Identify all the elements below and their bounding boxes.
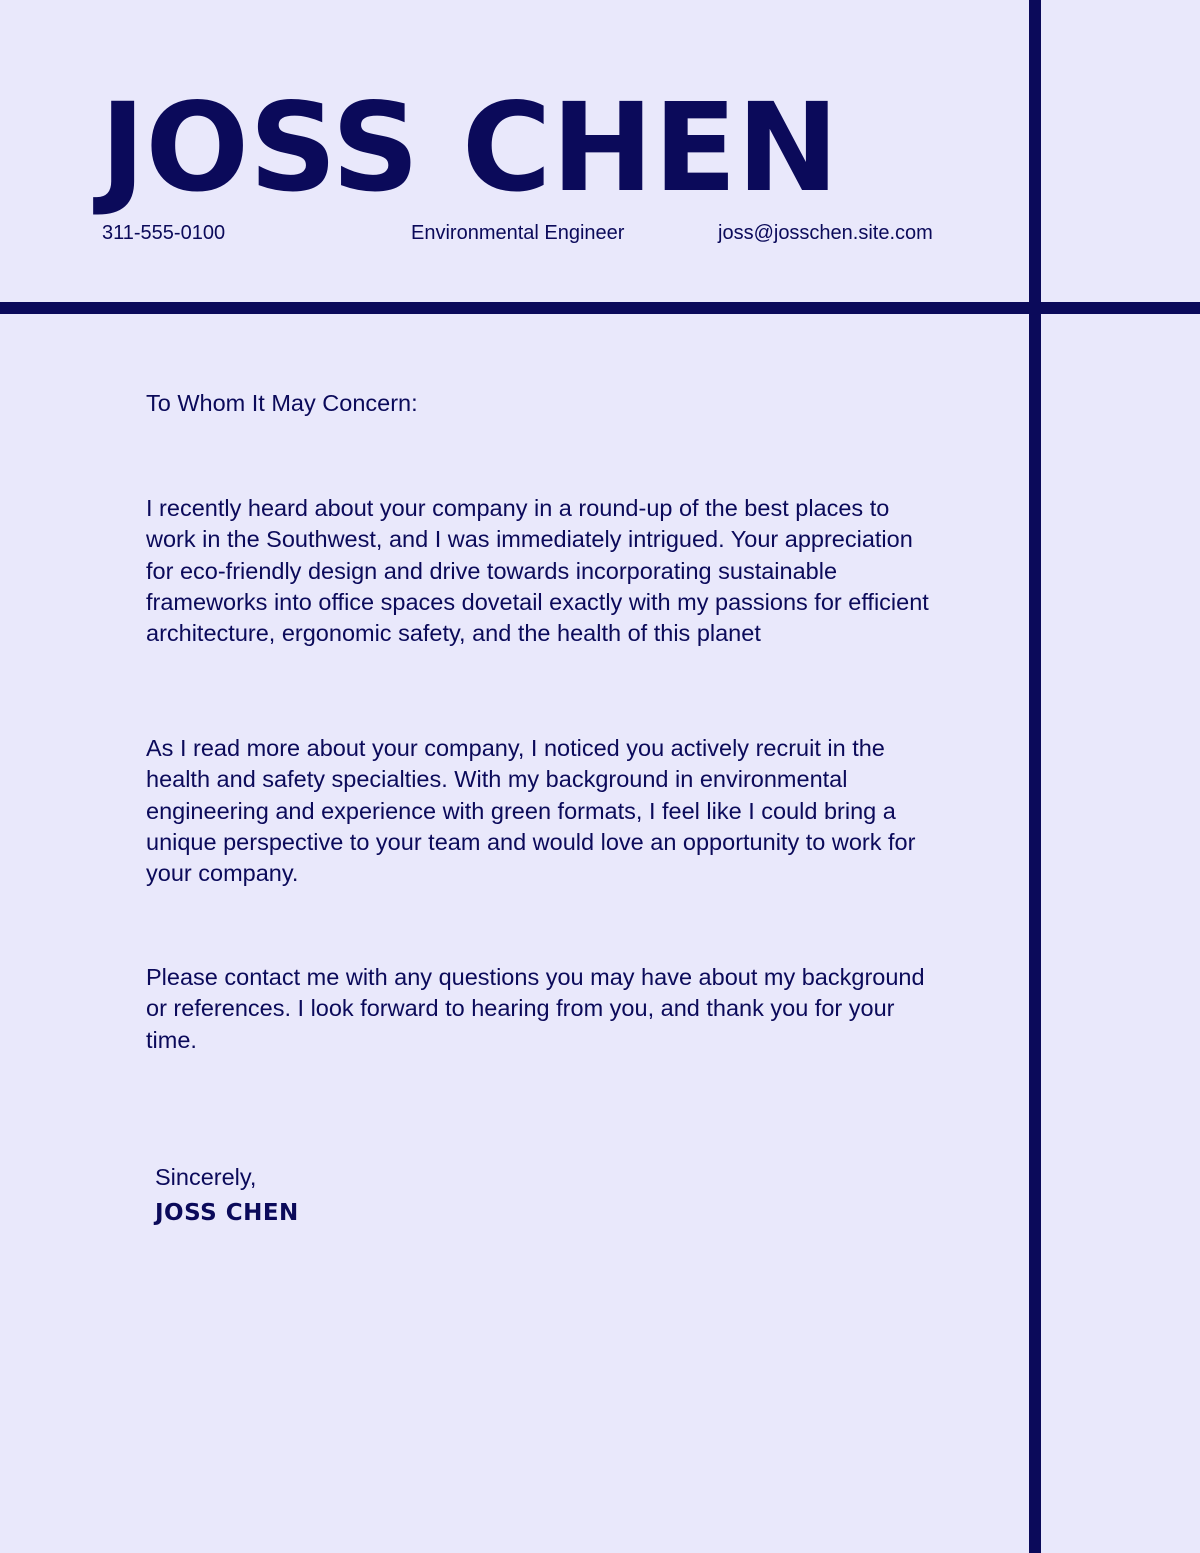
phone-number: 311-555-0100 [102,222,226,244]
horizontal-divider [0,302,1200,314]
signature-name: JOSS CHEN [155,1200,299,1226]
header-name: JOSS CHEN [100,77,839,219]
closing: Sincerely, [155,1164,257,1190]
job-title: Environmental Engineer [411,222,625,244]
vertical-divider [1029,0,1041,1553]
salutation: To Whom It May Concern: [146,390,418,416]
body-paragraph-1: I recently heard about your company in a round-up of the best places to work in the Southwest, and I was immediately intrigued. Your appreciation for eco-friendly design and drive towards incorporating sustainable frameworks into office spaces dovetail exactly with my passions for efficient architecture, ergonomic safety, and the health of this planet [146,495,929,647]
body-paragraph-3: Please contact me with any questions you may have about my background or references. I look forward to hearing from you, and thank you for your time. [146,964,925,1053]
body-paragraph-2: As I read more about your company, I noticed you actively recruit in the health and safety specialties. With my background in environmental engineering and experience with green formats, I feel like I could bring a unique perspective to your team and would love an opportunity to work for your company. [146,735,916,887]
email-address: joss@josschen.site.com [718,222,933,244]
